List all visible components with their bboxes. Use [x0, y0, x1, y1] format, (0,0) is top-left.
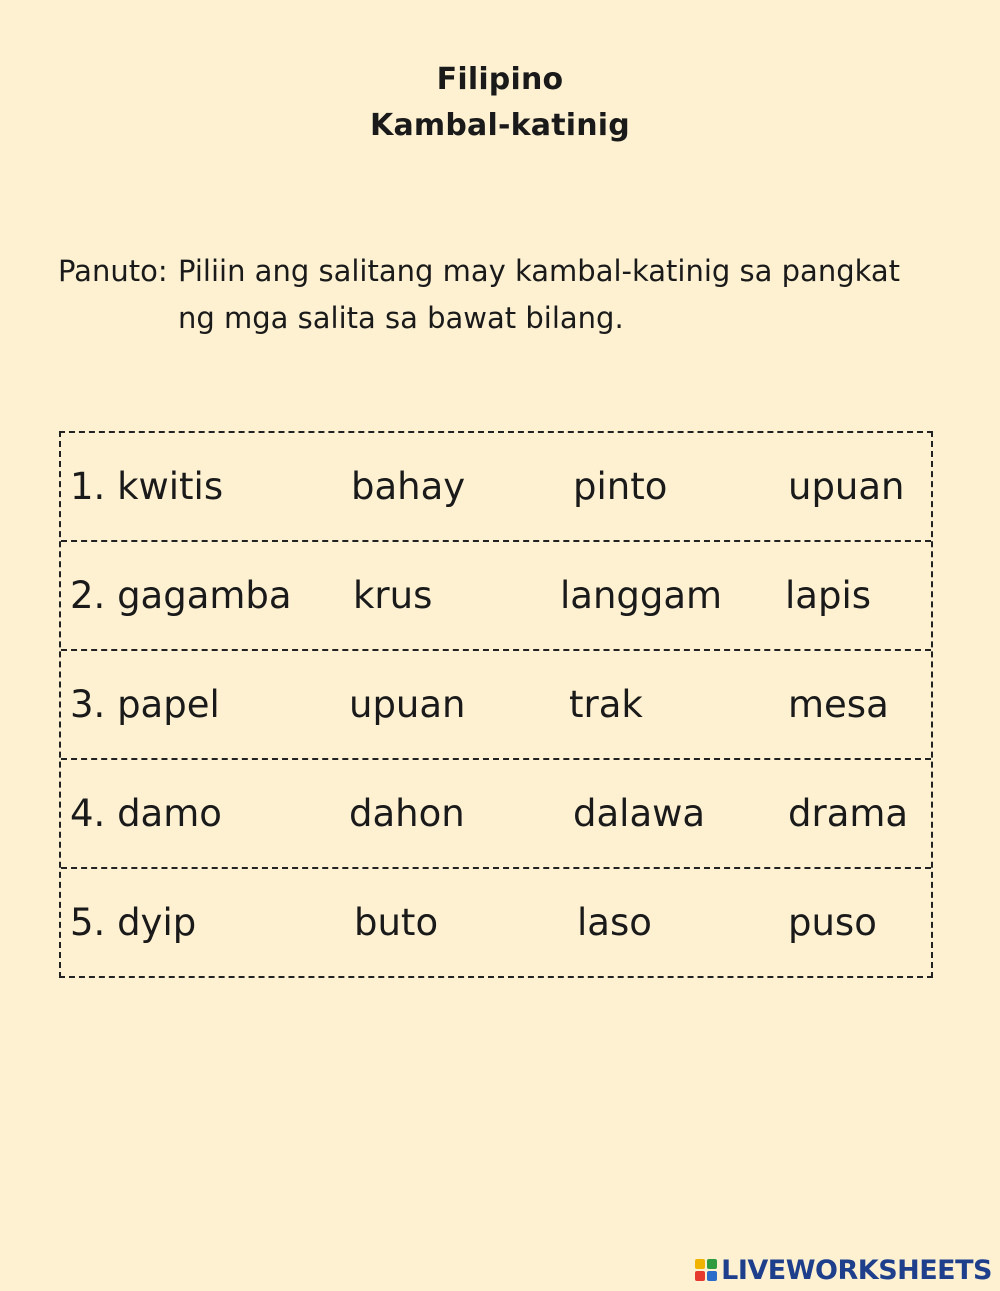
word-option[interactable]: puso: [788, 901, 877, 944]
word-row-4: [61, 758, 931, 867]
word-option[interactable]: 1. kwitis: [70, 465, 224, 508]
topic-title: Kambal-katinig: [370, 108, 630, 143]
liveworksheets-logo: [695, 1255, 992, 1285]
subject-title: Filipino: [436, 62, 564, 97]
word-option[interactable]: 5. dyip: [70, 901, 197, 944]
word-option[interactable]: trak: [569, 683, 643, 726]
word-option[interactable]: laso: [577, 901, 652, 944]
word-option[interactable]: langgam: [560, 574, 723, 617]
word-table: [59, 431, 933, 978]
word-option[interactable]: lapis: [785, 574, 871, 617]
word-option[interactable]: krus: [353, 574, 433, 617]
word-option[interactable]: 4. damo: [70, 792, 222, 835]
liveworksheets-logo-icon: [695, 1259, 717, 1281]
word-option[interactable]: dahon: [349, 792, 465, 835]
word-option[interactable]: 3. papel: [70, 683, 220, 726]
word-row-2: [61, 540, 931, 649]
word-option[interactable]: dalawa: [573, 792, 706, 835]
instructions-label: Panuto:: [58, 254, 168, 288]
word-row-1: [61, 433, 931, 540]
word-row-3: [61, 649, 931, 758]
word-option[interactable]: upuan: [349, 683, 466, 726]
word-option[interactable]: mesa: [788, 683, 889, 726]
word-option[interactable]: drama: [788, 792, 909, 835]
word-option[interactable]: 2. gagamba: [70, 574, 292, 617]
word-option[interactable]: bahay: [351, 465, 466, 508]
logo-text: LIVEWORKSHEETS: [721, 1254, 992, 1286]
word-option[interactable]: buto: [354, 901, 439, 944]
word-option[interactable]: pinto: [573, 465, 668, 508]
word-option[interactable]: upuan: [788, 465, 905, 508]
instructions-line-1: Piliin ang salitang may kambal-katinig sa pangkat: [178, 254, 901, 288]
word-row-5: [61, 867, 931, 976]
instructions-line-2: ng mga salita sa bawat bilang.: [178, 301, 624, 335]
